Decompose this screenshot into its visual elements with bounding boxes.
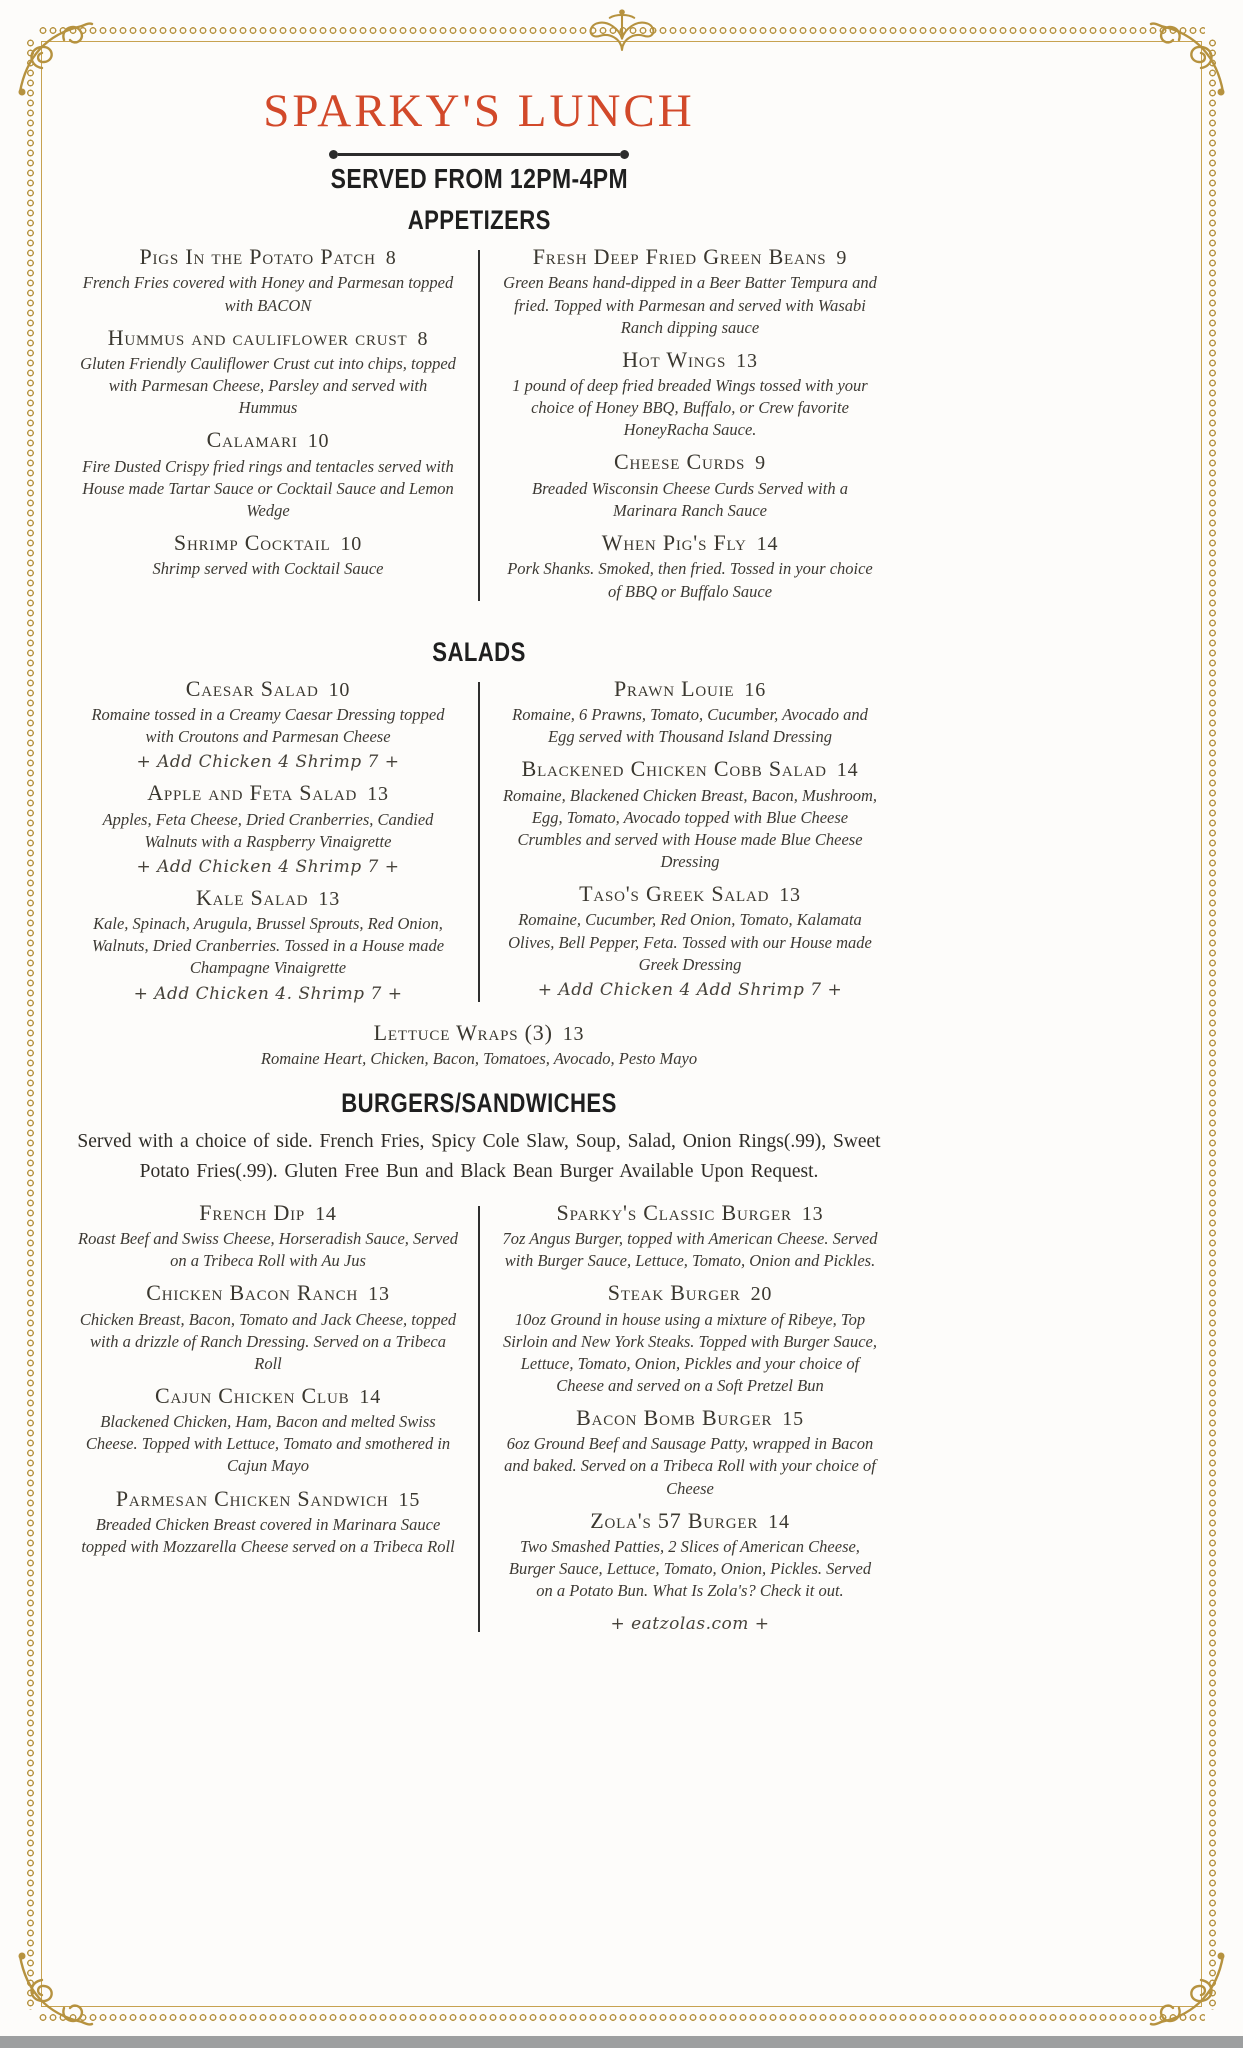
item-name: Cheese Curds — [614, 449, 746, 475]
item-header — [496, 347, 884, 373]
menu-item — [496, 881, 884, 1000]
section-header-appetizers — [58, 205, 900, 236]
divider-dot — [329, 150, 338, 159]
menu-item — [496, 347, 884, 442]
item-description: Shrimp served with Cocktail Sauce — [152, 559, 384, 579]
item-price: 15 — [782, 1407, 804, 1430]
item-description: Romaine tossed in a Creamy Caesar Dressing topped with Croutons and Parmesan Cheese — [91, 705, 445, 747]
item-name: Hot Wings — [622, 346, 727, 372]
item-description: Gluten Friendly Cauliflower Crust cut into chips, topped with Parmesan Cheese, Parsley and served with Hummus — [80, 354, 456, 418]
divider-dot — [620, 150, 629, 159]
menu-content — [58, 0, 900, 1642]
item-header — [74, 1280, 462, 1306]
item-addon: + eatzolas.com + — [610, 1614, 770, 1635]
item-name: Apple and Feta Salad — [147, 780, 358, 806]
item-header — [74, 1200, 462, 1226]
salads-left-column — [58, 676, 478, 1012]
item-description: Roast Beef and Swiss Cheese, Horseradish Sauce, Served on a Tribeca Roll with Au Jus — [78, 1228, 458, 1271]
item-price: 14 — [768, 1510, 790, 1533]
title-divider — [329, 150, 629, 159]
item-name: Blackened Chicken Cobb Salad — [521, 756, 827, 782]
item-description: Pork Shanks. Smoked, then fried. Tossed in your choice of BBQ or Buffalo Sauce — [507, 559, 873, 601]
menu-title: SPARKY'S LUNCH — [263, 85, 695, 137]
item-description: Romaine, Blackened Chicken Breast, Bacon, Mushroom, Egg, Tomato, Avocado topped with Blue Cheese Crumbles and served with House made Blue Cheese Dressing — [502, 785, 878, 871]
item-header — [74, 427, 462, 453]
item-addon: + Add Chicken 4. Shrimp 7 + — [133, 983, 403, 1004]
item-name: Zola's 57 Burger — [590, 1507, 759, 1533]
item-name: Bacon Bomb Burger — [576, 1404, 773, 1430]
item-price: 14 — [836, 759, 859, 782]
item-description: Romaine, Cucumber, Red Onion, Tomato, Kalamata Olives, Bell Pepper, Feta. Tossed with our House made Greek Dressing — [508, 910, 872, 974]
item-price: 13 — [736, 349, 758, 372]
item-description: 7oz Angus Burger, topped with American Cheese. Served with Burger Sauce, Lettuce, Tomato, Onion and Pickles. — [502, 1228, 878, 1271]
menu-item — [74, 244, 462, 317]
item-header — [74, 780, 462, 806]
item-name: Shrimp Cocktail — [173, 530, 331, 556]
item-price: 13 — [801, 1202, 824, 1225]
item-description: Fire Dusted Crispy fried rings and tentacles served with House made Tartar Sauce or Cocktail Sauce and Lemon Wedge — [82, 456, 454, 520]
menu-item — [496, 756, 884, 873]
item-header — [74, 1486, 462, 1512]
item-addon: + Add Chicken 4 Shrimp 7 + — [136, 856, 400, 877]
appetizers-left-column — [58, 244, 478, 611]
item-price: 10 — [340, 533, 363, 556]
item-price: 14 — [359, 1385, 382, 1408]
appetizers-columns — [58, 244, 900, 611]
item-description: French Fries covered with Honey and Parmesan topped with BACON — [82, 273, 454, 315]
item-description: Two Smashed Patties, 2 Slices of American Cheese, Burger Sauce, Lettuce, Tomato, Onion, Pickles. Served on a Potato Bun. What Is Zola's? Check it out. — [508, 1537, 872, 1601]
burgers-intro: Served with a choice of side. French Fries, Spicy Cole Slaw, Soup, Salad, Onion Rings(.99), Sweet Potato Fries(.99). Gluten Free Bun and Black Bean Burger Available Upon Request. — [77, 1131, 881, 1183]
item-description: Breaded Wisconsin Cheese Curds Served with a Marinara Ranch Sauce — [532, 478, 848, 520]
item-price: 8 — [385, 247, 397, 269]
section-header-burgers — [58, 1088, 900, 1119]
item-price: 14 — [315, 1202, 337, 1225]
item-price: 13 — [318, 887, 341, 910]
served-hours — [58, 163, 900, 195]
item-header — [74, 530, 462, 556]
menu-item — [74, 885, 462, 1004]
appetizers-right-column — [480, 244, 900, 611]
item-price: 16 — [744, 678, 767, 701]
corner-flourish-icon — [16, 1952, 96, 2032]
item-description: Romaine, 6 Prawns, Tomato, Cucumber, Avocado and Egg served with Thousand Island Dressing — [512, 705, 868, 747]
item-description: Romaine Heart, Chicken, Bacon, Tomatoes, Avocado, Pesto Mayo — [260, 1048, 698, 1068]
border-pattern-bottom — [38, 2011, 1205, 2024]
item-price: 9 — [755, 452, 766, 475]
item-name: French Dip — [199, 1199, 306, 1225]
item-name: Hummus and cauliflower crust — [107, 324, 408, 350]
menu-item — [496, 244, 884, 339]
item-price: 20 — [750, 1283, 773, 1306]
menu-item — [74, 1280, 462, 1375]
section-header-salads — [58, 637, 900, 668]
item-description: Breaded Chicken Breast covered in Marinara Sauce topped with Mozzarella Cheese served on a Tribeca Roll — [81, 1514, 455, 1557]
item-price: 10 — [307, 430, 330, 453]
item-name: Cajun Chicken Club — [154, 1382, 350, 1408]
item-header — [496, 244, 884, 270]
item-header — [496, 881, 884, 907]
item-name: When Pig's Fly — [601, 530, 747, 556]
menu-item — [496, 1280, 884, 1397]
salads-label: SALADS — [432, 636, 526, 667]
item-price: 13 — [367, 783, 389, 806]
menu-item — [74, 1383, 462, 1478]
item-price: 13 — [779, 884, 801, 907]
corner-flourish-icon — [1147, 16, 1227, 96]
menu-item — [58, 1020, 900, 1071]
item-description: Chicken Breast, Bacon, Tomato and Jack Cheese, topped with a drizzle of Ranch Dressing. Served on a Tribeca Roll — [79, 1309, 457, 1373]
item-header — [74, 325, 462, 351]
corner-flourish-icon — [1147, 1952, 1227, 2032]
item-name: Fresh Deep Fried Green Beans — [532, 244, 827, 269]
menu-item — [74, 325, 462, 420]
item-header — [496, 676, 884, 702]
menu-item — [74, 780, 462, 877]
item-header — [74, 885, 462, 911]
item-name: Lettuce Wraps (3) — [373, 1019, 553, 1045]
divider-line — [338, 153, 620, 156]
item-description: Blackened Chicken, Ham, Bacon and melted Swiss Cheese. Topped with Lettuce, Tomato and smothered in Cajun Mayo — [85, 1412, 451, 1476]
item-addon: + Add Chicken 4 Add Shrimp 7 + — [537, 979, 843, 1000]
item-price: 15 — [398, 1488, 421, 1511]
item-header — [496, 1280, 884, 1306]
menu-item — [496, 1200, 884, 1273]
menu-item — [74, 1486, 462, 1559]
border-pattern-left — [24, 38, 37, 2010]
item-name: Parmesan Chicken Sandwich — [115, 1485, 389, 1511]
item-header — [496, 530, 884, 556]
menu-item — [74, 1200, 462, 1273]
item-header — [496, 1405, 884, 1431]
item-description: Apples, Feta Cheese, Dried Cranberries, Candied Walnuts with a Raspberry Vinaigrette — [102, 809, 434, 851]
burgers-label: BURGERS/SANDWICHES — [341, 1088, 617, 1119]
salads-columns — [58, 676, 900, 1012]
item-name: Sparky's Classic Burger — [556, 1199, 792, 1225]
item-header — [74, 1383, 462, 1409]
burgers-columns — [58, 1200, 900, 1643]
menu-item — [74, 676, 462, 773]
menu-item — [496, 1508, 884, 1635]
menu-item — [74, 530, 462, 581]
item-price: 13 — [562, 1022, 585, 1045]
item-name: Calamari — [206, 427, 298, 453]
menu-item — [74, 427, 462, 522]
item-name: Steak Burger — [607, 1280, 741, 1306]
scan-edge — [0, 2036, 1243, 2048]
burgers-left-column — [58, 1200, 478, 1643]
item-header — [496, 1200, 884, 1226]
item-description: Kale, Spinach, Arugula, Brussel Sprouts, Red Onion, Walnuts, Dried Cranberries. Tossed in a House made Champagne Vinaigrette — [91, 914, 445, 978]
item-name: Pigs In the Potato Patch — [139, 244, 376, 269]
item-price: 13 — [368, 1283, 390, 1306]
item-header — [496, 449, 884, 475]
item-header — [74, 676, 462, 702]
item-name: Caesar Salad — [185, 675, 319, 701]
item-description: 6oz Ground Beef and Sausage Patty, wrapped in Bacon and baked. Served on a Tribeca Roll with your choice of Cheese — [504, 1434, 876, 1498]
item-price: 9 — [836, 247, 848, 269]
item-addon: + Add Chicken 4 Shrimp 7 + — [136, 752, 400, 773]
item-name: Taso's Greek Salad — [579, 881, 770, 907]
item-description: 10oz Ground in house using a mixture of Ribeye, Top Sirloin and New York Steaks. Topped with Burger Sauce, Lettuce, Tomato, Onion, Pickles and your choice of Cheese and served on a Soft Pretzel Bun — [502, 1309, 877, 1395]
menu-item — [496, 676, 884, 749]
item-header — [58, 1020, 900, 1046]
item-price: 8 — [417, 327, 429, 350]
item-description: Green Beans hand-dipped in a Beer Batter Tempura and fried. Topped with Parmesan and served with Wasabi Ranch dipping sauce — [503, 273, 877, 337]
border-pattern-right — [1206, 38, 1219, 2010]
menu-item — [496, 449, 884, 522]
burgers-right-column — [480, 1200, 900, 1643]
item-name: Prawn Louie — [613, 675, 735, 701]
item-header — [496, 1508, 884, 1534]
menu-item — [496, 530, 884, 603]
item-header — [74, 244, 462, 270]
item-header — [496, 756, 884, 782]
item-price: 10 — [328, 678, 351, 701]
served-hours-text: SERVED FROM 12PM-4PM — [330, 163, 628, 194]
salads-right-column — [480, 676, 900, 1012]
menu-item — [496, 1405, 884, 1500]
item-price: 14 — [756, 533, 779, 556]
appetizers-label: APPETIZERS — [407, 205, 551, 235]
item-name: Chicken Bacon Ranch — [146, 1280, 359, 1306]
item-name: Kale Salad — [195, 884, 309, 910]
item-description: 1 pound of deep fried breaded Wings tossed with your choice of Honey BBQ, Buffalo, or Crew favorite HoneyRacha Sauce. — [512, 376, 868, 440]
